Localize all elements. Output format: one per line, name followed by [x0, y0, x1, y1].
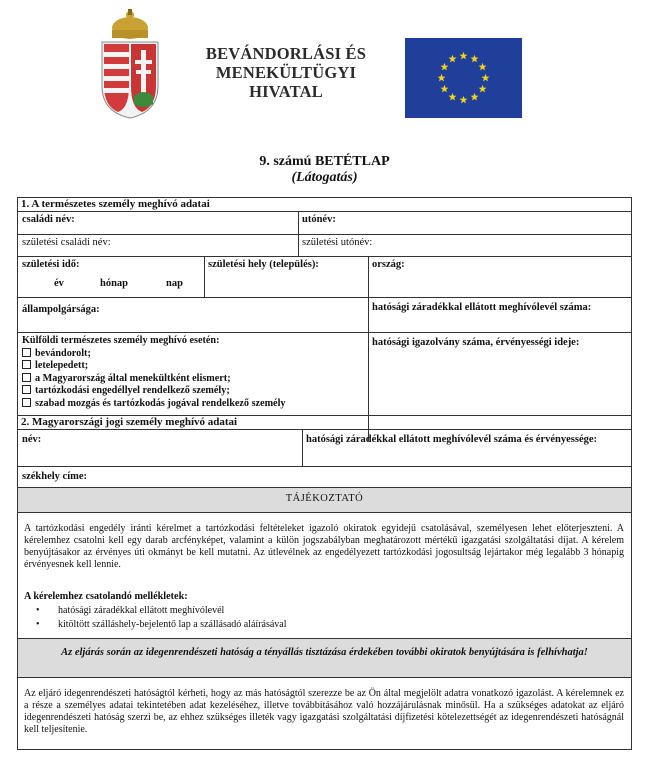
info-paragraph: A tartózkodási engedély iránti kérelmet a tartózkodási feltételeket igazoló okiratok egyidejű csatolásával, személyesen lehet előterjeszteni. A kérelemhez csatolni kell egy darab arcfényképet, valamint a külön jogszabályban meghatározott mértékű igazgatási szolgáltatási díjat. A kérelem benyújtásakor az érvényes úti okmányt be kell mutatni. Az útlevélnek az engedélyezett tartózkodási jogosultság lejártakor még legalább 3 hónapig érvényesnek kell lennie. — [24, 523, 624, 570]
checkbox-row-settled[interactable] — [22, 360, 364, 373]
info-title-bar — [18, 488, 631, 512]
checkbox[interactable] — [22, 398, 31, 407]
family-name-field[interactable]: családi név: — [22, 214, 75, 225]
attachment-item: • kitöltött szálláshely-bejelentő lap a szállásadó aláírásával — [36, 619, 287, 630]
warning-text: Az eljárás során az idegenrendészeti hatóság a tényállás tisztázása érdekében további okiratok benyújtására is felhívhatja! — [61, 647, 588, 658]
divider — [298, 212, 299, 256]
hungarian-coat-of-arms-icon — [98, 8, 162, 120]
warning-bar — [18, 639, 631, 677]
checkbox[interactable] — [22, 385, 31, 394]
foreign-inviter-intro: Külföldi természetes személy meghívó esetén: — [22, 335, 220, 346]
info-title: TÁJÉKOZTATÓ — [285, 493, 364, 504]
country-field[interactable]: ország: — [372, 259, 405, 270]
citizenship-field[interactable]: állampolgársága: — [22, 304, 100, 315]
divider — [18, 677, 631, 678]
month-label: hónap — [100, 278, 129, 289]
document-title-block — [0, 154, 649, 186]
checkbox-row-residence-permit[interactable] — [22, 385, 364, 398]
birth-given-name-field[interactable]: születési utónév: — [302, 237, 373, 248]
document-title: 9. számú BETÉTLAP — [259, 154, 390, 169]
checkbox-label: tartózkodási engedéllyel rendelkező személy; — [35, 385, 230, 397]
year-label: év — [54, 278, 64, 289]
invitation-number-field[interactable]: hatósági záradékkal ellátott meghívólevél száma: — [372, 302, 592, 313]
seat-address-field[interactable]: székhely címe: — [22, 471, 88, 482]
birth-date-label: születési idő: — [22, 259, 80, 270]
checkbox-row-refugee[interactable] — [22, 373, 364, 386]
birth-family-name-field[interactable]: születési családi név: — [22, 237, 111, 248]
checkbox-label: a Magyarország által menekültként elismert; — [35, 372, 231, 384]
checkbox-label: bevándorolt; — [35, 347, 91, 359]
checkbox-row-free-movement[interactable] — [22, 398, 364, 411]
agency-name-line-3: HIVATAL — [249, 82, 323, 101]
day-label: nap — [166, 278, 183, 289]
eu-flag-icon — [405, 38, 522, 118]
id-card-field[interactable]: hatósági igazolvány száma, érvényességi ideje: — [372, 337, 580, 348]
document-subtitle: (Látogatás) — [291, 170, 358, 185]
birth-date-field[interactable] — [18, 257, 204, 297]
checkbox-label: szabad mozgás és tartózkodás jogával rendelkező személy — [35, 397, 286, 409]
attachment-item: • hatósági záradékkal ellátott meghívólevél — [36, 605, 225, 616]
given-name-field[interactable]: utónév: — [302, 214, 336, 225]
divider — [18, 297, 631, 298]
section-1-heading: 1. A természetes személy meghívó adatai — [18, 198, 631, 212]
document-header — [0, 0, 649, 150]
divider — [18, 512, 631, 513]
final-paragraph: Az eljáró idegenrendészeti hatóságtól kérheti, hogy az más hatóságtól szerezze be az Ön által megjelölt adatra vonatkozó igazolást. A kérelemnek ez a része a személyes adatai tekintetében adat kezeléséhez, illetve továbbításához való hozzájárulásnak minősül. Ha a szükséges adatokat az eljáró idegenrendészeti hatóság szerzi be, az ehhez szükséges illeték vagy igazgatási szolgáltatási díjfizetési kötelezettségét az idegenrendészeti hatóságnál kell teljesítenie. — [24, 688, 624, 735]
attachment-label: hatósági záradékkal ellátott meghívólevél — [58, 605, 225, 616]
form-table — [17, 197, 632, 750]
agency-name — [196, 44, 376, 101]
foreign-inviter-block — [18, 333, 368, 415]
checkbox-label: letelepedett; — [35, 360, 89, 372]
agency-name-line-1: BEVÁNDORLÁSI ÉS — [205, 44, 367, 63]
section-2-heading: 2. Magyarországi jogi személy meghívó adatai — [18, 416, 631, 430]
agency-name-line-2: MENEKÜLTÜGYI — [215, 63, 357, 82]
checkbox[interactable] — [22, 360, 31, 369]
birth-place-field[interactable]: születési hely (település): — [208, 259, 319, 270]
checkbox[interactable] — [22, 373, 31, 382]
legal-name-field[interactable]: név: — [22, 434, 42, 445]
attachment-label: kitöltött szálláshely-bejelentő lap a szállásadó aláírásával — [58, 619, 287, 630]
checkbox[interactable] — [22, 348, 31, 357]
attachments-heading: A kérelemhez csatolandó mellékletek: — [24, 591, 188, 602]
invitation-validity-field[interactable]: hatósági záradékkal ellátott meghívólevél száma és érvényessége: — [306, 434, 598, 445]
checkbox-row-immigrant[interactable] — [22, 348, 364, 361]
